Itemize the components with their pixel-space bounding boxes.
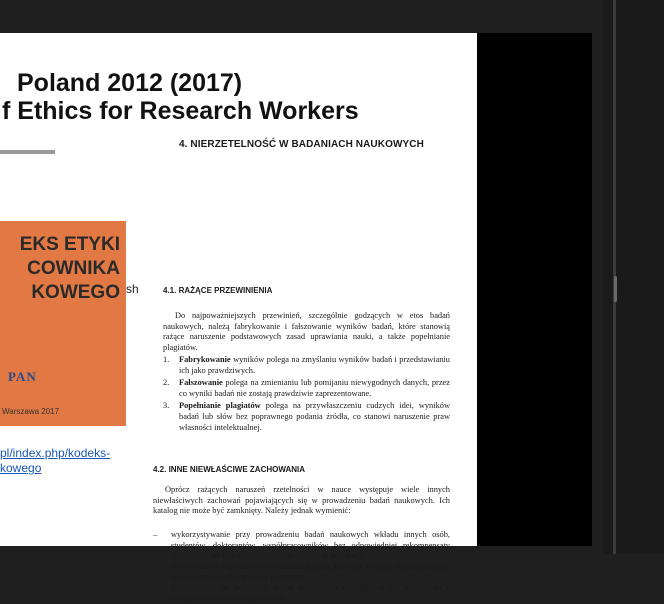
- dash-marker: –: [153, 530, 158, 539]
- bullet-list-item: [153, 583, 450, 604]
- bullet-text: wykorzystywanie przy prowadzeniu badań naukowych wkładu innych osób, studentów, doktorantów, współpracowników bez odpowiedniej rekompensaty finansowej lub bez zaznaczenia tego wkładu w publikacji;: [171, 530, 450, 561]
- book-cover-place-year: Warszawa 2017: [2, 407, 60, 416]
- bullet-text: zezwolenie na współautorstwo publikacji osób, które nie wniosły wystarczającego wkładu intelektualnego w jej powstanie;: [171, 561, 450, 582]
- dash-marker: –: [153, 561, 158, 571]
- book-cover-title: EKS ETYKI COWNIKA KOWEGO: [19, 234, 120, 303]
- bullet-list: [153, 530, 450, 604]
- numbered-list-item: [163, 355, 450, 376]
- list-text: wyników polega na zmyślaniu wyników badań i przedstawianiu ich jako prawdziwych.: [179, 355, 450, 375]
- code-link-line-1[interactable]: pl/index.php/kodeks-: [0, 446, 111, 460]
- text-fragment: sh: [126, 282, 139, 296]
- list-number: 2.: [163, 378, 170, 388]
- code-link-line-2[interactable]: kowego: [0, 461, 42, 475]
- numbered-list: [163, 355, 450, 435]
- list-term: Popełnianie plagiatów: [179, 401, 261, 411]
- section-heading-4-2: 4.2. INNE NIEWŁAŚCIWE ZACHOWANIA: [153, 465, 306, 474]
- pan-logo: PAN: [8, 369, 37, 384]
- paragraph-4-2: Oprócz rażących naruszeń rzetelności w nauce występuje wiele innych niewłaściwych zachowań pojawiających się w prowadzeniu badań naukowych. Ich katalog nie może być zamknięty. Należy jednak wymienić:: [153, 485, 450, 516]
- section-heading-4-1: 4.1. RAŻĄCE PRZEWINIENIA: [163, 286, 273, 295]
- list-text: polega na przywłaszczeniu cudzych idei, wyników badań lub słów bez poprawnego podania źródła, co stanowi naruszenie praw własności intelektualnej.: [179, 401, 450, 432]
- numbered-list-item: [163, 401, 450, 433]
- paragraph-4-1: Do najpoważniejszych przewinień, szczególnie godzących w etos badań naukowych, należą fabrykowanie i fałszowanie wyników badań, które stanowią rażące naruszenie podstawowych zasad uprawiania nauki, a także popełnianie plagiatów.: [163, 311, 450, 352]
- list-number: 3.: [163, 401, 170, 411]
- list-text: polega na zmienianiu lub pomijaniu niewygodnych danych, przez co wyniki badań nie zostają prawdziwie zaprezentowane.: [179, 378, 450, 398]
- slide-title-line-1: Poland 2012 (2017): [17, 69, 243, 97]
- list-number: 1.: [163, 355, 170, 364]
- title-underline: [0, 150, 55, 154]
- section-heading-4: 4. NIERZETELNOŚĆ W BADANIACH NAUKOWYCH: [179, 139, 424, 150]
- numbered-list-item: [163, 378, 450, 399]
- slide-title-line-2: f Ethics for Research Workers: [2, 97, 359, 125]
- bullet-list-item: [153, 530, 450, 562]
- list-term: Fabrykowanie: [179, 355, 231, 364]
- splitter-handle[interactable]: [614, 276, 617, 302]
- bullet-list-item: [153, 562, 450, 583]
- presentation-slide: [0, 33, 477, 603]
- dash-marker: –: [153, 582, 158, 592]
- book-cover-image: [0, 221, 126, 426]
- list-term: Fałszowanie: [179, 378, 223, 388]
- slide-black-margin: [477, 33, 592, 546]
- bullet-text: przyzwolenie na pozorność badań naukowych niemających nic wspólnego z rzetelnym procesem poznawczym.: [171, 582, 450, 603]
